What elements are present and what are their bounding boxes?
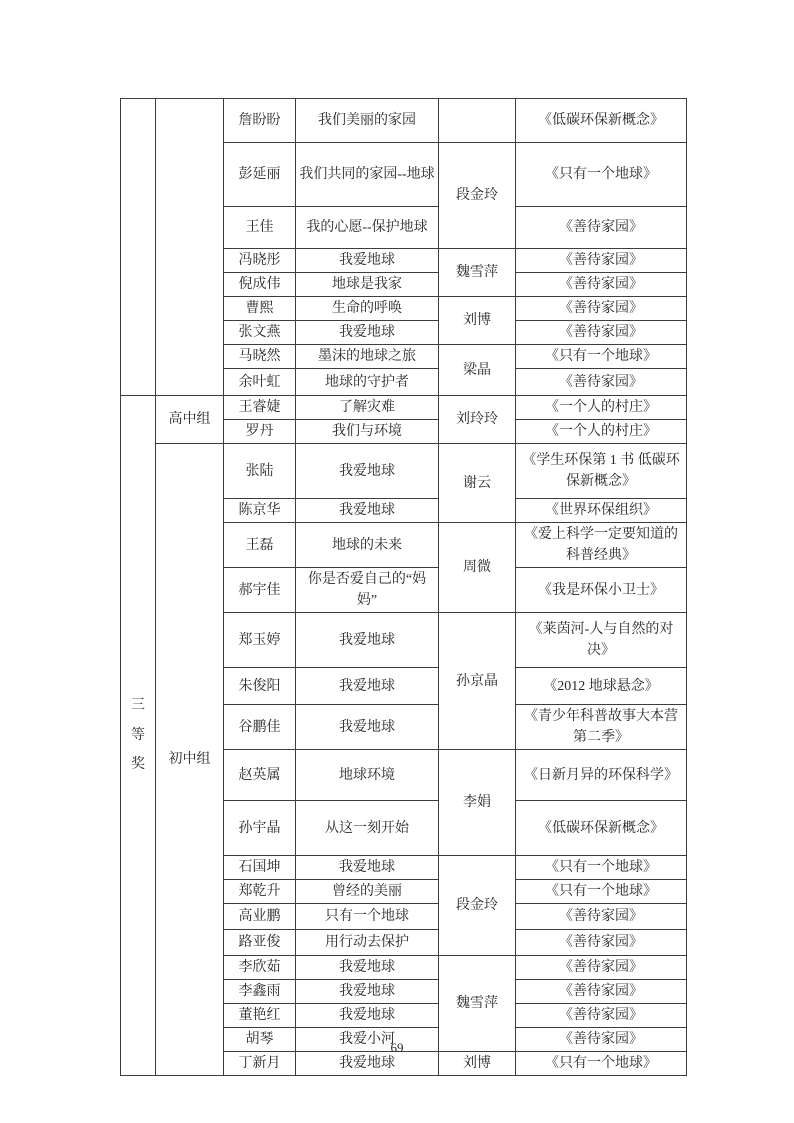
- table-row: [121, 396, 687, 420]
- book-cell: 《善待家园》: [516, 1028, 687, 1052]
- award-vertical-char: 奖: [131, 757, 145, 773]
- name-cell: 高业鹏: [224, 904, 296, 930]
- title-cell: 地球环境: [296, 750, 439, 801]
- award-vertical-char: 三: [131, 697, 145, 713]
- title-cell: 墨沫的地球之旅: [296, 345, 439, 369]
- award-cell: [121, 99, 156, 396]
- book-cell: 《低碳环保新概念》: [516, 99, 687, 143]
- title-cell: 了解灾难: [296, 396, 439, 420]
- book-cell: 《善待家园》: [516, 207, 687, 249]
- title-cell: 我爱地球: [296, 613, 439, 668]
- teacher-cell: 段金玲: [439, 143, 516, 249]
- title-cell: 生命的呼唤: [296, 297, 439, 321]
- title-cell: 我爱地球: [296, 444, 439, 499]
- name-cell: 朱俊阳: [224, 668, 296, 705]
- book-cell: 《善待家园》: [516, 321, 687, 345]
- title-cell: 只有一个地球: [296, 904, 439, 930]
- name-cell: 罗丹: [224, 420, 296, 444]
- title-cell: 我们共同的家园--地球: [296, 143, 439, 207]
- book-cell: 《善待家园》: [516, 956, 687, 980]
- book-cell: 《一个人的村庄》: [516, 396, 687, 420]
- table-row: [121, 99, 687, 143]
- book-cell: 《善待家园》: [516, 904, 687, 930]
- name-cell: 倪成伟: [224, 273, 296, 297]
- title-cell: 地球的未来: [296, 523, 439, 568]
- title-cell: 我爱地球: [296, 1052, 439, 1076]
- book-cell: 《学生环保第 1 书 低碳环保新概念》: [516, 444, 687, 499]
- name-cell: 李欣茹: [224, 956, 296, 980]
- title-cell: 地球是我家: [296, 273, 439, 297]
- title-cell: 我爱地球: [296, 321, 439, 345]
- title-cell: 从这一刻开始: [296, 801, 439, 856]
- teacher-cell: 魏雪萍: [439, 249, 516, 297]
- name-cell: 董艳红: [224, 1004, 296, 1028]
- teacher-cell: 谢云: [439, 444, 516, 523]
- name-cell: 郝宇佳: [224, 568, 296, 613]
- award-vertical-char: 等: [131, 727, 145, 743]
- name-cell: 郑乾升: [224, 880, 296, 904]
- teacher-cell: 刘玲玲: [439, 396, 516, 444]
- title-cell: 我爱地球: [296, 499, 439, 523]
- book-cell: 《莱茵河-人与自然的对决》: [516, 613, 687, 668]
- name-cell: 丁新月: [224, 1052, 296, 1076]
- name-cell: 石国坤: [224, 856, 296, 880]
- book-cell: 《青少年科普故事大本营第二季》: [516, 705, 687, 750]
- book-cell: 《善待家园》: [516, 273, 687, 297]
- name-cell: 张文燕: [224, 321, 296, 345]
- title-cell: 我爱地球: [296, 705, 439, 750]
- title-cell: 我爱小河: [296, 1028, 439, 1052]
- book-cell: 《善待家园》: [516, 1004, 687, 1028]
- book-cell: 《低碳环保新概念》: [516, 801, 687, 856]
- title-cell: 我们与环境: [296, 420, 439, 444]
- name-cell: 孙宇晶: [224, 801, 296, 856]
- title-cell: 我爱地球: [296, 980, 439, 1004]
- book-cell: 《只有一个地球》: [516, 143, 687, 207]
- name-cell: 冯晓彤: [224, 249, 296, 273]
- name-cell: 曹熙: [224, 297, 296, 321]
- teacher-cell: 刘博: [439, 297, 516, 345]
- book-cell: 《一个人的村庄》: [516, 420, 687, 444]
- teacher-cell: 魏雪萍: [439, 956, 516, 1052]
- name-cell: 王磊: [224, 523, 296, 568]
- group-cell: [156, 99, 224, 396]
- award-cell: [121, 396, 156, 1076]
- name-cell: 路亚俊: [224, 930, 296, 956]
- name-cell: 陈京华: [224, 499, 296, 523]
- title-cell: 地球的守护者: [296, 369, 439, 396]
- book-cell: 《2012 地球悬念》: [516, 668, 687, 705]
- group-cell: 初中组: [156, 444, 224, 1076]
- name-cell: 余叶虹: [224, 369, 296, 396]
- teacher-cell: 梁晶: [439, 345, 516, 396]
- name-cell: 詹盼盼: [224, 99, 296, 143]
- teacher-cell: 李娟: [439, 750, 516, 856]
- book-cell: 《善待家园》: [516, 369, 687, 396]
- page-number: 69: [390, 1040, 404, 1055]
- teacher-cell: 孙京晶: [439, 613, 516, 750]
- teacher-cell: 段金玲: [439, 856, 516, 956]
- name-cell: 胡琴: [224, 1028, 296, 1052]
- name-cell: 王佳: [224, 207, 296, 249]
- book-cell: 《爱上科学一定要知道的科普经典》: [516, 523, 687, 568]
- book-cell: 《只有一个地球》: [516, 345, 687, 369]
- name-cell: 马晓然: [224, 345, 296, 369]
- name-cell: 张陆: [224, 444, 296, 499]
- title-cell: 我爱地球: [296, 856, 439, 880]
- teacher-cell: 周微: [439, 523, 516, 613]
- title-cell: 我爱地球: [296, 668, 439, 705]
- title-cell: 曾经的美丽: [296, 880, 439, 904]
- title-cell: 我的心愿--保护地球: [296, 207, 439, 249]
- teacher-cell: 刘博: [439, 1052, 516, 1076]
- title-cell: 我爱地球: [296, 249, 439, 273]
- title-cell: 我们美丽的家园: [296, 99, 439, 143]
- teacher-cell: [439, 99, 516, 143]
- name-cell: 郑玉婷: [224, 613, 296, 668]
- title-cell: 我爱地球: [296, 956, 439, 980]
- name-cell: 谷鹏佳: [224, 705, 296, 750]
- book-cell: 《善待家园》: [516, 297, 687, 321]
- book-cell: 《善待家园》: [516, 930, 687, 956]
- title-cell: 我爱地球: [296, 1004, 439, 1028]
- awards-table-body: [121, 99, 687, 1076]
- awards-table: [120, 98, 687, 1076]
- book-cell: 《只有一个地球》: [516, 880, 687, 904]
- title-cell: 你是否爱自己的“妈妈”: [296, 568, 439, 613]
- book-cell: 《日新月异的环保科学》: [516, 750, 687, 801]
- name-cell: 王睿婕: [224, 396, 296, 420]
- book-cell: 《善待家园》: [516, 249, 687, 273]
- name-cell: 李鑫雨: [224, 980, 296, 1004]
- book-cell: 《世界环保组织》: [516, 499, 687, 523]
- group-cell: 高中组: [156, 396, 224, 444]
- title-cell: 用行动去保护: [296, 930, 439, 956]
- name-cell: 赵英属: [224, 750, 296, 801]
- book-cell: 《只有一个地球》: [516, 856, 687, 880]
- book-cell: 《我是环保小卫士》: [516, 568, 687, 613]
- book-cell: 《善待家园》: [516, 980, 687, 1004]
- name-cell: 彭延丽: [224, 143, 296, 207]
- book-cell: 《只有一个地球》: [516, 1052, 687, 1076]
- table-row: [121, 444, 687, 499]
